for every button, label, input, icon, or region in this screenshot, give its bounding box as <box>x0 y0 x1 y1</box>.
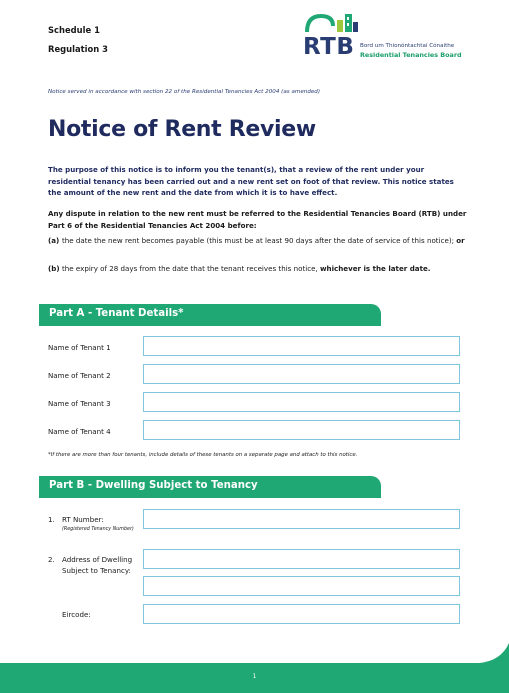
schedule-block <box>48 21 108 59</box>
condition-b-bold: whichever is the later date. <box>319 264 431 273</box>
address-label-line2: Subject to Tenancy: <box>62 566 131 575</box>
address-label-line1: Address of Dwelling <box>62 555 133 564</box>
regulation-label: Regulation 3 <box>48 44 108 54</box>
tenant-1-input[interactable] <box>143 336 460 356</box>
purpose-paragraph: The purpose of this notice is to inform you the tenant(s), that a review of the rent under your residential tenancy has been carried out and a new rent set on foot of that review. This notice states the amount of the new rent and the date from which it is to have effect. <box>48 165 454 197</box>
page-title: Notice of Rent Review <box>48 117 316 142</box>
part-b-header <box>39 476 381 498</box>
rtb-logo <box>303 12 483 62</box>
part-a-heading: Part A - Tenant Details* <box>49 308 184 319</box>
part-a-header <box>39 304 381 326</box>
page-number: 1 <box>252 673 257 680</box>
condition-a-label: (a) <box>48 236 60 245</box>
schedule-label: Schedule 1 <box>48 25 100 35</box>
logo-english-name: Residential Tenancies Board <box>360 51 462 59</box>
address-input-line1[interactable] <box>143 549 460 569</box>
tenant-1-label: Name of Tenant 1 <box>48 343 111 352</box>
tenant-3-label: Name of Tenant 3 <box>48 399 111 408</box>
eircode-input[interactable] <box>143 604 460 624</box>
dispute-paragraph: Any dispute in relation to the new rent must be referred to the Residential Tenancies Board (RTB) under Part 6 of the Residential Tenancies Act 2004 before: <box>48 209 467 230</box>
condition-a-text: the date the new rent becomes payable (this must be at least 90 days after the date of service of this notice); <box>62 236 454 245</box>
tenant-3-input[interactable] <box>143 392 460 412</box>
tenant-2-input[interactable] <box>143 364 460 384</box>
rtb-logo-mark-icon <box>305 12 359 34</box>
condition-a <box>48 235 468 247</box>
logo-irish-name: Bord um Thionóntachtaí Cónaithe <box>360 43 455 49</box>
rt-number-label: RT Number: <box>62 515 104 524</box>
condition-a-bold: or <box>456 236 465 245</box>
served-note: Notice served in accordance with section 22 of the Residential Tenancies Act 2004 (as amended) <box>48 89 321 95</box>
address-input-line2[interactable] <box>143 576 460 596</box>
rt-number-input[interactable] <box>143 509 460 529</box>
item-2-number: 2. <box>48 555 55 564</box>
tenant-4-label: Name of Tenant 4 <box>48 427 111 436</box>
condition-b-label: (b) <box>48 264 60 273</box>
tenant-footnote: *If there are more than four tenants, include details of these tenants on a separate page and attach to this notice. <box>48 452 358 458</box>
rt-number-sublabel: (Registered Tenancy Number) <box>62 527 134 532</box>
tenant-2-label: Name of Tenant 2 <box>48 371 111 380</box>
condition-b <box>48 263 468 275</box>
eircode-label: Eircode: <box>62 610 91 619</box>
item-1-number: 1. <box>48 515 55 524</box>
logo-rtb-text: RTB <box>303 34 355 60</box>
condition-b-text: the expiry of 28 days from the date that the tenant receives this notice, <box>62 264 318 273</box>
part-b-heading: Part B - Dwelling Subject to Tenancy <box>49 480 258 491</box>
address-label <box>62 554 132 576</box>
tenant-4-input[interactable] <box>143 420 460 440</box>
